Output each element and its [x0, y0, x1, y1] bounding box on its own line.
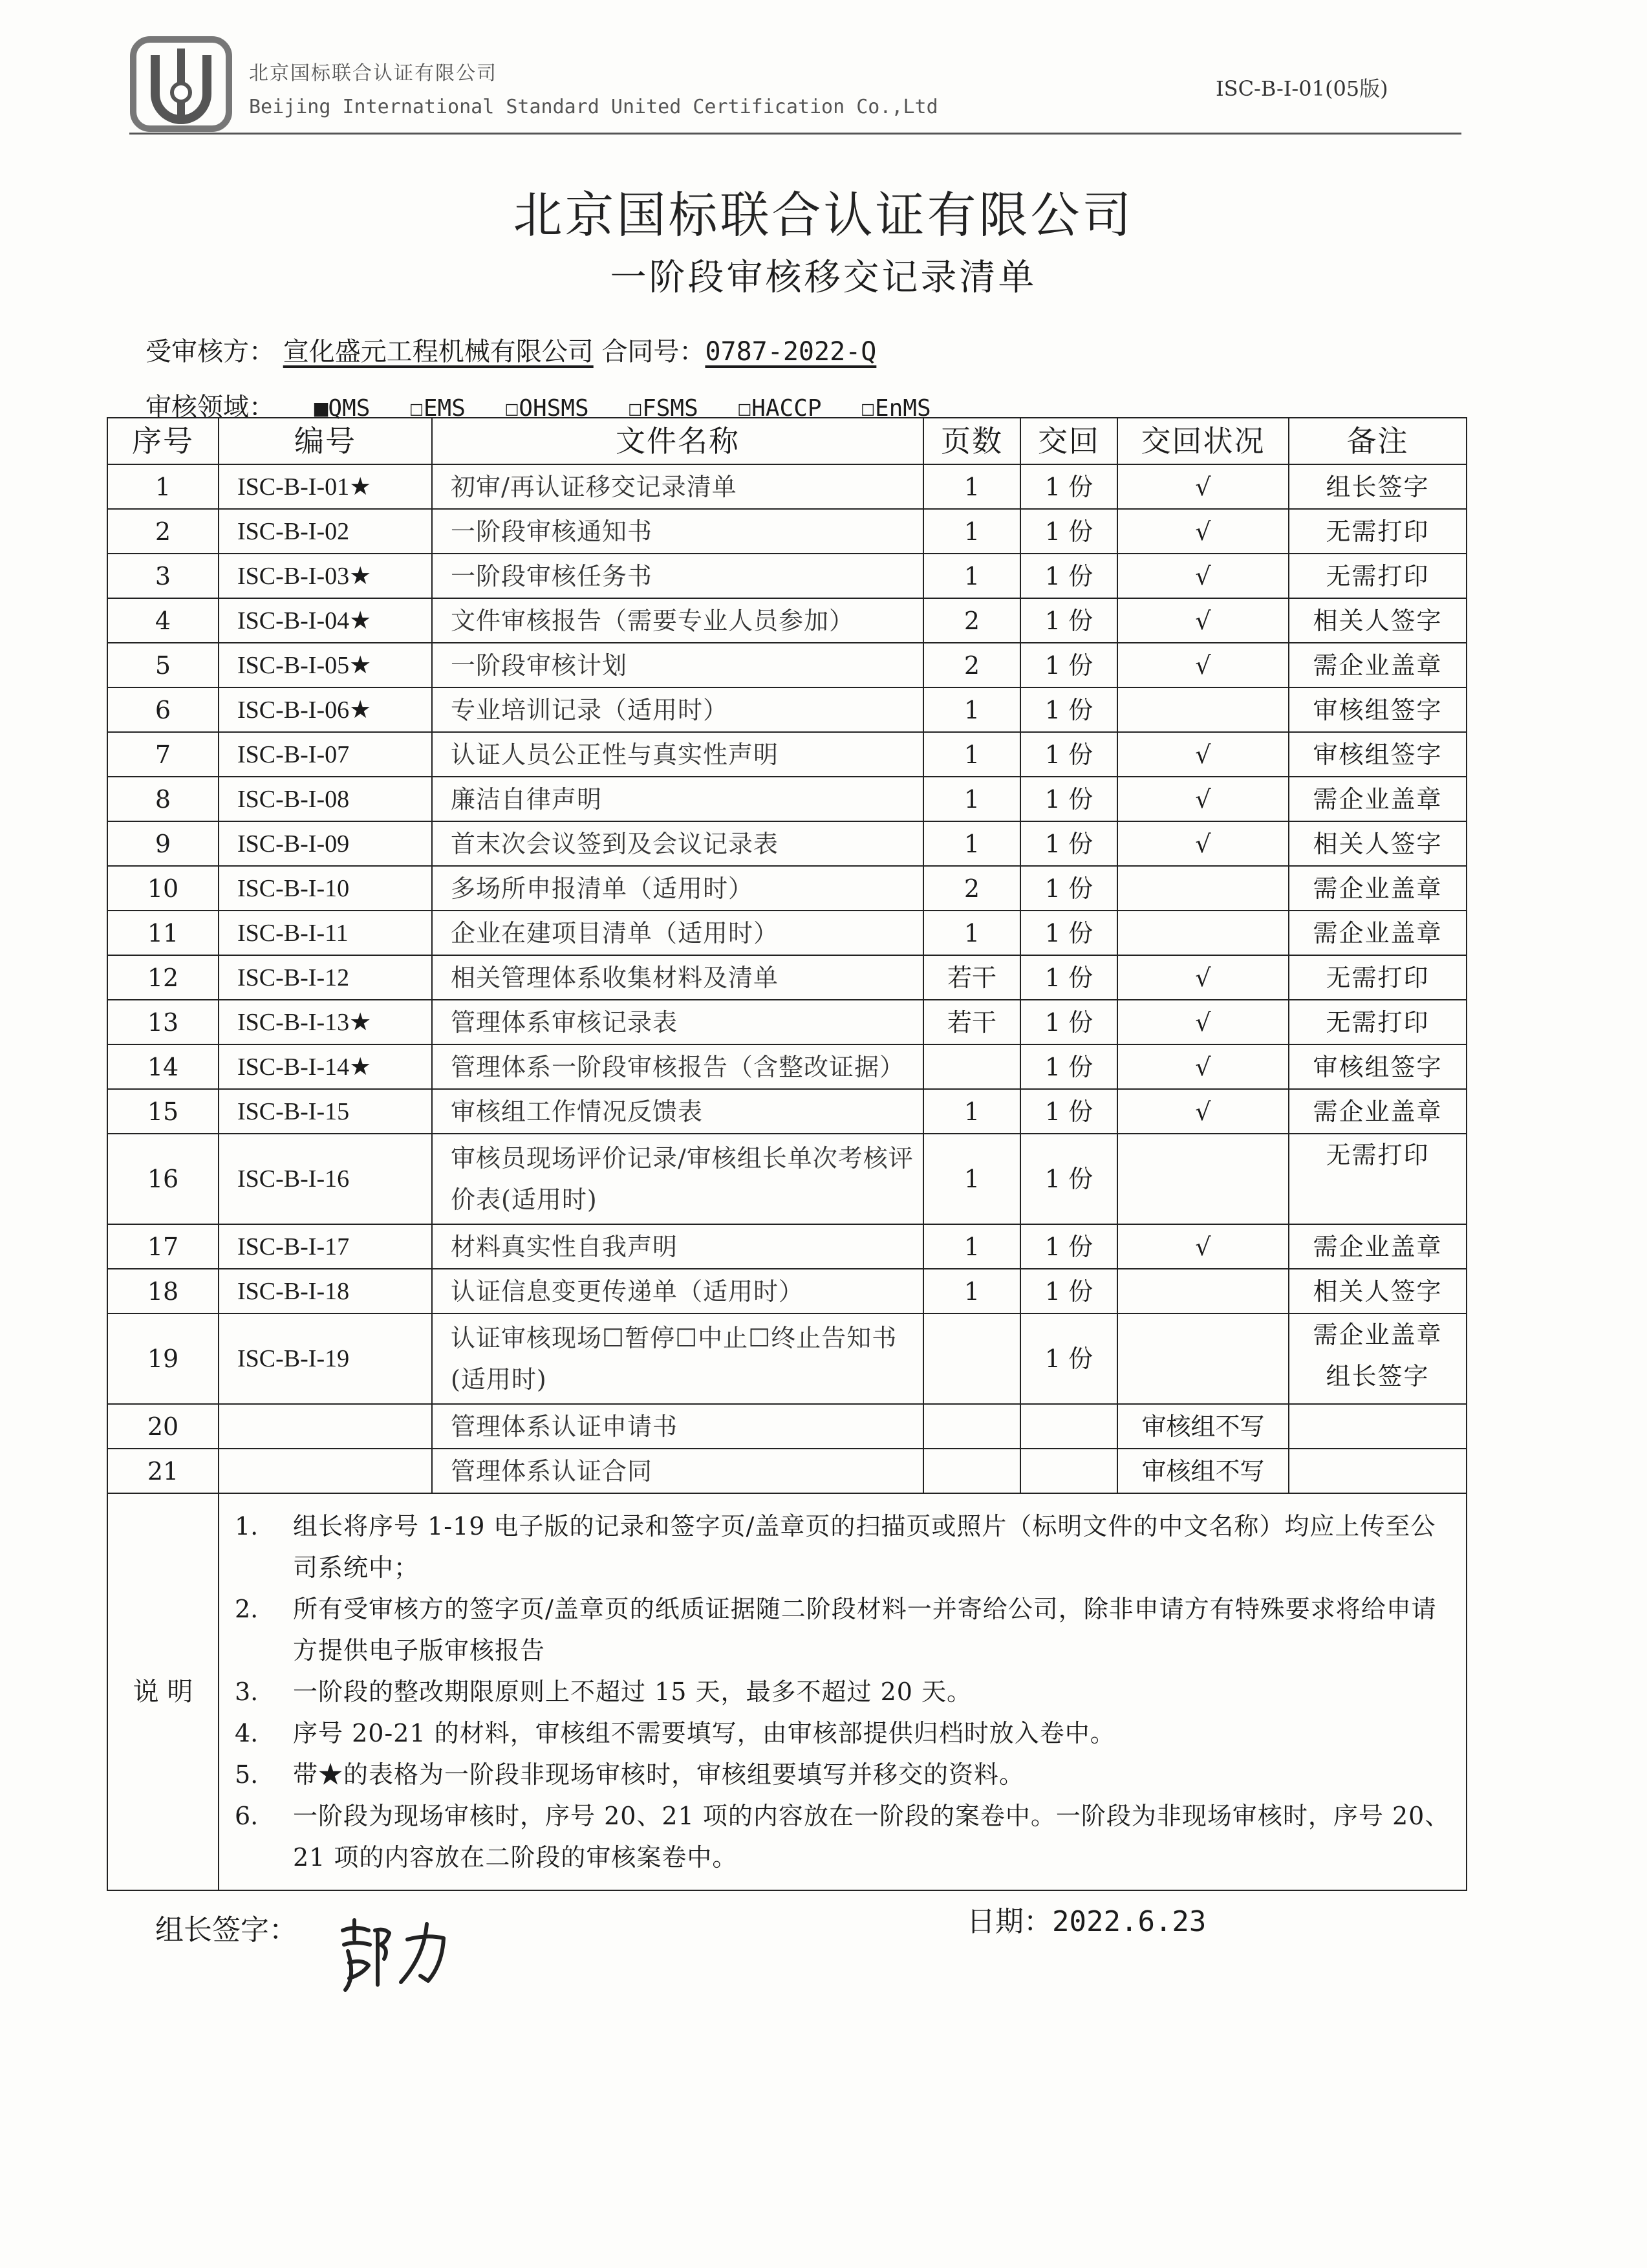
row-number-cell: 3	[107, 554, 219, 598]
return-status-cell: √	[1117, 464, 1289, 509]
page-count-cell: 1	[923, 777, 1020, 821]
remark-cell: 需企业盖章	[1289, 777, 1467, 821]
list-item-text: 所有受审核方的签字页/盖章页的纸质证据随二阶段材料一并寄给公司，除非申请方有特殊要求将给申请方提供电子版审核报告	[293, 1595, 1437, 1665]
remark-cell: 组长签字	[1289, 464, 1467, 509]
list-item-number: 4.	[235, 1719, 259, 1747]
handover-table	[107, 417, 1467, 1891]
return-status-cell	[1117, 866, 1289, 911]
return-status-cell: √	[1117, 1224, 1289, 1269]
return-status-cell: √	[1117, 598, 1289, 643]
checkbox-empty-icon: ☐	[737, 395, 752, 422]
row-number-cell: 5	[107, 643, 219, 687]
returned-count-cell	[1020, 1449, 1117, 1493]
list-item-text: 一阶段的整改期限原则上不超过 15 天，最多不超过 20 天。	[293, 1678, 973, 1706]
form-code-cell: ISC-B-I-03★	[219, 554, 432, 598]
column-header: 编号	[219, 418, 432, 464]
document-name-cell: 一阶段审核计划	[432, 643, 923, 687]
form-code-cell: ISC-B-I-15	[219, 1089, 432, 1134]
form-code-cell: ISC-B-I-07	[219, 732, 432, 777]
page-count-cell: 2	[923, 643, 1020, 687]
returned-count-cell: 1 份	[1020, 732, 1117, 777]
page-count-cell: 若干	[923, 955, 1020, 1000]
list-item-text: 一阶段为现场审核时，序号 20、21 项的内容放在一阶段的案卷中。一阶段为非现场审核时，序号 20、21 项的内容放在二阶段的审核案卷中。	[293, 1802, 1450, 1872]
row-number-cell: 19	[107, 1313, 219, 1404]
domain-option-enms: ☐EnMS	[861, 395, 931, 422]
form-code-cell: ISC-B-I-11	[219, 911, 432, 955]
return-status-cell: √	[1117, 955, 1289, 1000]
row-number-cell: 14	[107, 1044, 219, 1089]
document-name-cell: 材料真实性自我声明	[432, 1224, 923, 1269]
remark-cell: 相关人签字	[1289, 1269, 1467, 1313]
document-name-cell: 一阶段审核任务书	[432, 554, 923, 598]
table-body	[107, 464, 1467, 1890]
checkbox-empty-icon: ☐	[409, 395, 424, 422]
remark-cell: 审核组签字	[1289, 1044, 1467, 1089]
returned-count-cell: 1 份	[1020, 821, 1117, 866]
date-label: 日期：	[967, 1905, 1052, 1938]
page-count-cell: 1	[923, 732, 1020, 777]
remark-cell: 无需打印	[1289, 1000, 1467, 1044]
table-row	[107, 955, 1467, 1000]
explanation-row	[107, 1493, 1467, 1890]
document-name-cell: 管理体系认证合同	[432, 1449, 923, 1493]
returned-count-cell: 1 份	[1020, 1224, 1117, 1269]
table-row	[107, 1449, 1467, 1493]
remark-cell: 无需打印	[1289, 1134, 1467, 1224]
document-name-cell: 管理体系审核记录表	[432, 1000, 923, 1044]
table-row	[107, 821, 1467, 866]
explanation-content	[219, 1493, 1467, 1890]
document-name-cell: 专业培训记录（适用时）	[432, 687, 923, 732]
row-number-cell: 12	[107, 955, 219, 1000]
date-value: 2022.6.23	[1052, 1905, 1207, 1938]
remark-cell: 无需打印	[1289, 554, 1467, 598]
return-status-cell: √	[1117, 554, 1289, 598]
remark-cell: 需企业盖章	[1289, 643, 1467, 687]
document-name-cell: 相关管理体系收集材料及清单	[432, 955, 923, 1000]
returned-count-cell: 1 份	[1020, 911, 1117, 955]
page-count-cell: 1	[923, 1134, 1020, 1224]
remark-cell: 无需打印	[1289, 955, 1467, 1000]
row-number-cell: 8	[107, 777, 219, 821]
returned-count-cell: 1 份	[1020, 1313, 1117, 1404]
list-item-number: 1.	[235, 1512, 259, 1540]
remark-cell: 审核组签字	[1289, 732, 1467, 777]
document-name-cell: 认证审核现场☐暂停☐中止☐终止告知书(适用时)	[432, 1313, 923, 1404]
return-status-cell: 审核组不写	[1117, 1404, 1289, 1449]
domain-option-qms: ■QMS	[314, 395, 371, 422]
return-status-cell	[1117, 1134, 1289, 1224]
form-code-cell: ISC-B-I-14★	[219, 1044, 432, 1089]
column-header: 文件名称	[432, 418, 923, 464]
domain-option-haccp: ☐HACCP	[737, 395, 822, 422]
checkbox-empty-icon: ☐	[504, 395, 519, 422]
page-count-cell	[923, 1313, 1020, 1404]
list-item-number: 2.	[235, 1595, 259, 1623]
table-row	[107, 464, 1467, 509]
form-code-cell: ISC-B-I-05★	[219, 643, 432, 687]
list-item-text: 序号 20-21 的材料，审核组不需要填写，由审核部提供归档时放入卷中。	[293, 1719, 1115, 1747]
document-name-cell: 审核员现场评价记录/审核组长单次考核评价表(适用时)	[432, 1134, 923, 1224]
return-status-cell: √	[1117, 509, 1289, 554]
document-code: ISC-B-I-01(05版)	[1216, 76, 1388, 101]
document-name-cell: 认证人员公正性与真实性声明	[432, 732, 923, 777]
explanation-label: 说 明	[107, 1493, 219, 1890]
column-header: 序号	[107, 418, 219, 464]
page-count-cell: 1	[923, 1269, 1020, 1313]
return-status-cell	[1117, 911, 1289, 955]
audit-domain-label: 审核领域：	[145, 393, 275, 422]
remark-cell: 需企业盖章	[1289, 911, 1467, 955]
list-item-number: 5.	[235, 1760, 259, 1789]
form-code-cell: ISC-B-I-09	[219, 821, 432, 866]
returned-count-cell	[1020, 1404, 1117, 1449]
company-logo-icon	[129, 36, 233, 133]
row-number-cell: 17	[107, 1224, 219, 1269]
row-number-cell: 1	[107, 464, 219, 509]
domain-option-ems: ☐EMS	[409, 395, 466, 422]
returned-count-cell: 1 份	[1020, 777, 1117, 821]
table-header-row	[107, 418, 1467, 464]
return-status-cell	[1117, 687, 1289, 732]
remark-cell	[1289, 1404, 1467, 1449]
column-header: 页数	[923, 418, 1020, 464]
return-status-cell	[1117, 1269, 1289, 1313]
document-name-cell: 初审/再认证移交记录清单	[432, 464, 923, 509]
page-count-cell: 1	[923, 554, 1020, 598]
explanation-list	[219, 1494, 1466, 1890]
form-code-cell: ISC-B-I-02	[219, 509, 432, 554]
list-item-text: 带★的表格为一阶段非现场审核时，审核组要填写并移交的资料。	[293, 1760, 1025, 1789]
list-item	[219, 1588, 1466, 1671]
page-count-cell: 1	[923, 687, 1020, 732]
document-name-cell: 管理体系认证申请书	[432, 1404, 923, 1449]
form-code-cell: ISC-B-I-08	[219, 777, 432, 821]
document-name-cell: 文件审核报告（需要专业人员参加）	[432, 598, 923, 643]
return-status-cell: √	[1117, 821, 1289, 866]
return-status-cell: √	[1117, 1089, 1289, 1134]
table-row	[107, 1313, 1467, 1404]
table-row	[107, 598, 1467, 643]
row-number-cell: 2	[107, 509, 219, 554]
returned-count-cell: 1 份	[1020, 554, 1117, 598]
form-code-cell: ISC-B-I-18	[219, 1269, 432, 1313]
document-name-cell: 首末次会议签到及会议记录表	[432, 821, 923, 866]
returned-count-cell: 1 份	[1020, 598, 1117, 643]
returned-count-cell: 1 份	[1020, 1134, 1117, 1224]
row-number-cell: 18	[107, 1269, 219, 1313]
list-item-number: 3.	[235, 1678, 259, 1706]
table-row	[107, 1269, 1467, 1313]
form-code-cell: ISC-B-I-13★	[219, 1000, 432, 1044]
company-name-cn: 北京国标联合认证有限公司	[249, 62, 497, 85]
list-item	[219, 1795, 1466, 1878]
list-item	[219, 1712, 1466, 1754]
page-count-cell	[923, 1449, 1020, 1493]
table-row	[107, 732, 1467, 777]
table-row	[107, 777, 1467, 821]
returned-count-cell: 1 份	[1020, 1089, 1117, 1134]
table-row	[107, 866, 1467, 911]
page-subtitle: 一阶段审核移交记录清单	[610, 257, 1037, 299]
return-status-cell: √	[1117, 777, 1289, 821]
return-status-cell: √	[1117, 1044, 1289, 1089]
returned-count-cell: 1 份	[1020, 464, 1117, 509]
document-name-cell: 审核组工作情况反馈表	[432, 1089, 923, 1134]
table-row	[107, 687, 1467, 732]
remark-cell: 无需打印	[1289, 509, 1467, 554]
page-count-cell	[923, 1404, 1020, 1449]
returned-count-cell: 1 份	[1020, 955, 1117, 1000]
page-count-cell: 1	[923, 911, 1020, 955]
row-number-cell: 16	[107, 1134, 219, 1224]
form-code-cell	[219, 1449, 432, 1493]
return-status-cell: √	[1117, 732, 1289, 777]
remark-cell: 需企业盖章 组长签字	[1289, 1313, 1467, 1404]
remark-cell: 审核组签字	[1289, 687, 1467, 732]
returned-count-cell: 1 份	[1020, 1044, 1117, 1089]
handwritten-signature	[330, 1911, 472, 1995]
auditee-label: 受审核方：	[145, 337, 275, 367]
returned-count-cell: 1 份	[1020, 1269, 1117, 1313]
table-row	[107, 1404, 1467, 1449]
row-number-cell: 9	[107, 821, 219, 866]
remark-cell: 相关人签字	[1289, 821, 1467, 866]
company-name-en: Beijing International Standard United Certification Co.,Ltd	[249, 96, 938, 118]
page-count-cell: 1	[923, 821, 1020, 866]
form-code-cell: ISC-B-I-16	[219, 1134, 432, 1224]
row-number-cell: 15	[107, 1089, 219, 1134]
table-row	[107, 643, 1467, 687]
form-code-cell: ISC-B-I-19	[219, 1313, 432, 1404]
table-row	[107, 509, 1467, 554]
returned-count-cell: 1 份	[1020, 509, 1117, 554]
row-number-cell: 13	[107, 1000, 219, 1044]
return-status-cell	[1117, 1313, 1289, 1404]
contract-value: 0787-2022-Q	[705, 337, 877, 367]
list-item-text: 组长将序号 1-19 电子版的记录和签字页/盖章页的扫描页或照片（标明文件的中文名称）均应上传至公司系统中；	[293, 1512, 1436, 1582]
table-row	[107, 1224, 1467, 1269]
remark-cell: 需企业盖章	[1289, 1089, 1467, 1134]
page-count-cell: 1	[923, 1089, 1020, 1134]
remark-cell: 需企业盖章	[1289, 1224, 1467, 1269]
page-title: 北京国标联合认证有限公司	[513, 186, 1134, 244]
page-count-cell: 2	[923, 866, 1020, 911]
row-number-cell: 10	[107, 866, 219, 911]
contract-label: 合同号：	[601, 337, 705, 367]
domain-option-ohsms: ☐OHSMS	[504, 395, 589, 422]
remark-cell	[1289, 1449, 1467, 1493]
form-code-cell	[219, 1404, 432, 1449]
document-name-cell: 企业在建项目清单（适用时）	[432, 911, 923, 955]
list-item	[219, 1754, 1466, 1795]
column-header: 交回状况	[1117, 418, 1289, 464]
form-code-cell: ISC-B-I-04★	[219, 598, 432, 643]
table-row	[107, 1044, 1467, 1089]
row-number-cell: 21	[107, 1449, 219, 1493]
header-divider	[129, 133, 1461, 135]
auditee-line	[145, 331, 876, 368]
list-item-number: 6.	[235, 1802, 259, 1830]
return-status-cell: 审核组不写	[1117, 1449, 1289, 1493]
row-number-cell: 4	[107, 598, 219, 643]
row-number-cell: 11	[107, 911, 219, 955]
return-status-cell: √	[1117, 643, 1289, 687]
checkbox-empty-icon: ☐	[861, 395, 875, 422]
return-status-cell: √	[1117, 1000, 1289, 1044]
table-row	[107, 1089, 1467, 1134]
page-count-cell: 1	[923, 1224, 1020, 1269]
auditee-value: 宣化盛元工程机械有限公司	[283, 337, 594, 367]
returned-count-cell: 1 份	[1020, 643, 1117, 687]
form-code-cell: ISC-B-I-01★	[219, 464, 432, 509]
document-name-cell: 廉洁自律声明	[432, 777, 923, 821]
document-name-cell: 一阶段审核通知书	[432, 509, 923, 554]
checkbox-checked-icon: ■	[314, 395, 328, 422]
document-name-cell: 管理体系一阶段审核报告（含整改证据）	[432, 1044, 923, 1089]
form-code-cell: ISC-B-I-17	[219, 1224, 432, 1269]
column-header: 交回	[1020, 418, 1117, 464]
checkbox-empty-icon: ☐	[628, 395, 643, 422]
domain-option-fsms: ☐FSMS	[628, 395, 698, 422]
form-code-cell: ISC-B-I-12	[219, 955, 432, 1000]
list-item	[219, 1506, 1466, 1588]
document-name-cell: 认证信息变更传递单（适用时）	[432, 1269, 923, 1313]
table-row	[107, 1134, 1467, 1224]
table-row	[107, 1000, 1467, 1044]
document-name-cell: 多场所申报清单（适用时）	[432, 866, 923, 911]
page-count-cell: 2	[923, 598, 1020, 643]
returned-count-cell: 1 份	[1020, 1000, 1117, 1044]
remark-cell: 相关人签字	[1289, 598, 1467, 643]
remark-cell: 需企业盖章	[1289, 866, 1467, 911]
page-count-cell: 1	[923, 464, 1020, 509]
row-number-cell: 20	[107, 1404, 219, 1449]
table-row	[107, 911, 1467, 955]
page-count-cell: 1	[923, 509, 1020, 554]
signature-label: 组长签字：	[155, 1914, 297, 1947]
column-header: 备注	[1289, 418, 1467, 464]
page-count-cell: 若干	[923, 1000, 1020, 1044]
form-code-cell: ISC-B-I-06★	[219, 687, 432, 732]
list-item	[219, 1671, 1466, 1712]
returned-count-cell: 1 份	[1020, 687, 1117, 732]
returned-count-cell: 1 份	[1020, 866, 1117, 911]
page-count-cell	[923, 1044, 1020, 1089]
row-number-cell: 6	[107, 687, 219, 732]
form-code-cell: ISC-B-I-10	[219, 866, 432, 911]
row-number-cell: 7	[107, 732, 219, 777]
table-row	[107, 554, 1467, 598]
date-line	[967, 1898, 1206, 1939]
